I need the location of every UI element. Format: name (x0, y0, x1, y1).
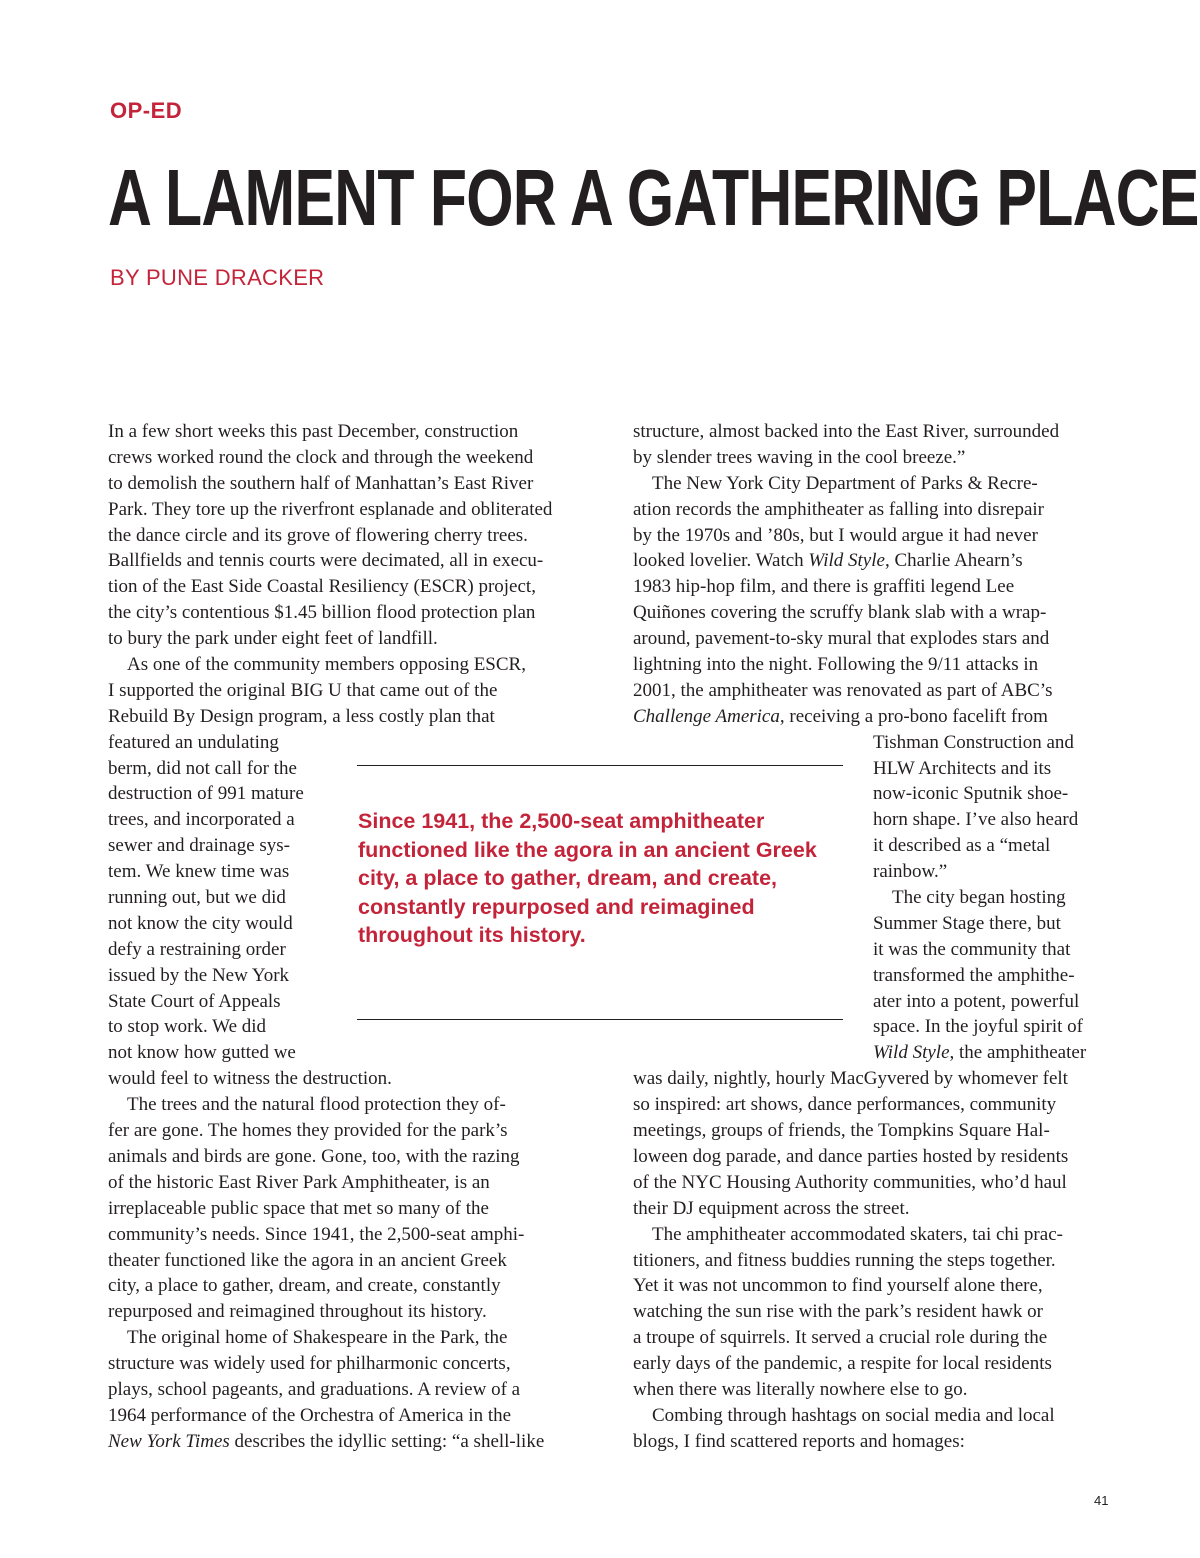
body-line: tem. We knew time was (108, 861, 290, 883)
body-line: lightning into the night. Following the 9/11 attacks in (633, 654, 1039, 676)
body-line (108, 1429, 588, 1455)
body-line: city, a place to gather, dream, and create, constantly (108, 1275, 501, 1297)
body-line: to stop work. We did (108, 1016, 267, 1038)
italic-title: Wild Style (808, 550, 885, 572)
body-line: early days of the pandemic, a respite for local residents (633, 1353, 1052, 1375)
section-label: OP-ED (110, 98, 183, 123)
body-line: berm, did not call for the (108, 757, 297, 779)
italic-title: New York Times (108, 1430, 230, 1452)
body-line: not know the city would (108, 912, 293, 934)
body-line: Summer Stage there, but (873, 912, 1061, 934)
body-line: The city began hosting (892, 887, 1066, 909)
body-text: , the amphitheater (949, 1042, 1087, 1064)
body-line: Quiñones covering the scruffy blank slab with a wrap- (633, 602, 1047, 624)
body-text: , Charlie Ahearn’s (884, 550, 1023, 572)
body-line: In a few short weeks this past December, construction (108, 421, 519, 442)
body-line: tion of the East Side Coastal Resiliency (ESCR) project, (108, 576, 536, 598)
body-line: Tishman Construction and (873, 731, 1074, 753)
italic-title: Challenge America (633, 705, 780, 727)
body-line: structure, almost backed into the East River, surrounded (633, 421, 1060, 442)
body-line: meetings, groups of friends, the Tompkins Square Hal- (633, 1120, 1050, 1142)
body-line: irreplaceable public space that met so many of the (108, 1197, 489, 1219)
body-line: destruction of 991 mature (108, 783, 304, 805)
body-line: The New York City Department of Parks & Recre- (652, 472, 1038, 494)
body-line: of the NYC Housing Authority communities, who’d haul (633, 1171, 1067, 1193)
body-line: not know how gutted we (108, 1042, 296, 1064)
body-line: structure was widely used for philharmonic concerts, (108, 1353, 511, 1375)
page-number: 41 (1094, 1493, 1109, 1508)
pull-quote (357, 765, 843, 1020)
body-line: titioners, and fitness buddies running the steps together. (633, 1249, 1056, 1271)
body-line: it was the community that (873, 938, 1071, 960)
body-line: a troupe of squirrels. It served a crucial role during the (633, 1327, 1048, 1349)
body-line: featured an undulating (108, 731, 279, 753)
body-line: Combing through hashtags on social media and local (652, 1404, 1055, 1426)
pull-quote-text: Since 1941, the 2,500-seat amphitheater functioned like the agora in an ancient Greek city, a place to gather, dream, and create, constantly repurposed and reimagined throughout its history. (358, 809, 817, 947)
body-line: was daily, nightly, hourly MacGyvered by whomever felt (633, 1068, 1068, 1090)
body-line: 2001, the amphitheater was renovated as part of ABC’s (633, 679, 1053, 701)
body-line: animals and birds are gone. Gone, too, with the razing (108, 1145, 520, 1167)
body-text: looked lovelier. Watch (633, 550, 809, 572)
body-line: to demolish the southern half of Manhattan’s East River (108, 472, 534, 494)
body-line: watching the sun rise with the park’s resident hawk or (633, 1301, 1043, 1323)
article-title: A LAMENT FOR A GATHERING PLACE (108, 153, 1199, 242)
body-line: running out, but we did (108, 887, 286, 909)
body-line: fer are gone. The homes they provided for the park’s (108, 1120, 508, 1142)
body-line: when there was literally nowhere else to go. (633, 1378, 968, 1400)
body-line (633, 704, 1111, 730)
body-line: The trees and the natural flood protection they of- (127, 1094, 506, 1116)
body-line: Park. They tore up the riverfront esplanade and obliterated (108, 498, 553, 520)
body-line: to bury the park under eight feet of landfill. (108, 628, 438, 650)
body-line: ater into a potent, powerful (873, 990, 1080, 1012)
body-line: The original home of Shakespeare in the Park, the (127, 1327, 508, 1349)
body-line: ation records the amphitheater as falling into disrepair (633, 498, 1044, 520)
body-line: now-iconic Sputnik shoe- (873, 783, 1069, 805)
body-line: horn shape. I’ve also heard (873, 809, 1079, 831)
body-line: 1983 hip-hop film, and there is graffiti legend Lee (633, 576, 1015, 598)
body-line: their DJ equipment across the street. (633, 1197, 910, 1219)
body-line: I supported the original BIG U that came out of the (108, 679, 498, 701)
byline: BY PUNE DRACKER (110, 265, 325, 290)
body-line: Yet it was not uncommon to find yourself alone there, (633, 1275, 1043, 1297)
body-line: defy a restraining order (108, 938, 286, 960)
body-line: by the 1970s and ’80s, but I would argue it had never (633, 524, 1038, 546)
body-line: crews worked round the clock and through the weekend (108, 446, 534, 468)
body-line: repurposed and reimagined throughout its history. (108, 1301, 487, 1323)
body-line (633, 1040, 1111, 1066)
body-line: loween dog parade, and dance parties hosted by residents (633, 1145, 1069, 1167)
body-line: 1964 performance of the Orchestra of America in the (108, 1404, 512, 1426)
body-line: space. In the joyful spirit of (873, 1016, 1084, 1038)
body-line (633, 548, 1111, 574)
body-line: theater functioned like the agora in an ancient Greek (108, 1249, 507, 1271)
body-line: around, pavement-to-sky mural that explodes stars and (633, 628, 1050, 650)
body-line: The amphitheater accommodated skaters, tai chi prac- (652, 1223, 1063, 1245)
body-line: blogs, I find scattered reports and homages: (633, 1430, 965, 1452)
body-line: State Court of Appeals (108, 990, 281, 1012)
body-line: Ballfields and tennis courts were decimated, all in execu- (108, 550, 544, 572)
body-text: describes the idyllic setting: “a shell-like (229, 1430, 545, 1452)
body-line: the city’s contentious $1.45 billion flood protection plan (108, 602, 536, 624)
italic-title: Wild Style (873, 1042, 950, 1064)
body-line: As one of the community members opposing ESCR, (127, 654, 526, 676)
body-line: so inspired: art shows, dance performances, community (633, 1094, 1057, 1116)
body-line: would feel to witness the destruction. (108, 1068, 392, 1090)
body-line: issued by the New York (108, 964, 290, 986)
body-line: it described as a “metal (873, 835, 1051, 857)
body-line: of the historic East River Park Amphitheater, is an (108, 1171, 490, 1193)
body-line: trees, and incorporated a (108, 809, 295, 831)
body-line: Rebuild By Design program, a less costly plan that (108, 705, 495, 727)
body-line: transformed the amphithe- (873, 964, 1075, 986)
body-line: plays, school pageants, and graduations. A review of a (108, 1378, 521, 1400)
body-line: by slender trees waving in the cool breeze.” (633, 446, 966, 468)
body-line: the dance circle and its grove of flowering cherry trees. (108, 524, 528, 546)
body-line: sewer and drainage sys- (108, 835, 291, 857)
body-text: , receiving a pro-bono facelift from (779, 705, 1048, 727)
body-line: rainbow.” (873, 861, 948, 883)
body-line: HLW Architects and its (873, 757, 1052, 779)
body-line: community’s needs. Since 1941, the 2,500-seat amphi- (108, 1223, 525, 1245)
